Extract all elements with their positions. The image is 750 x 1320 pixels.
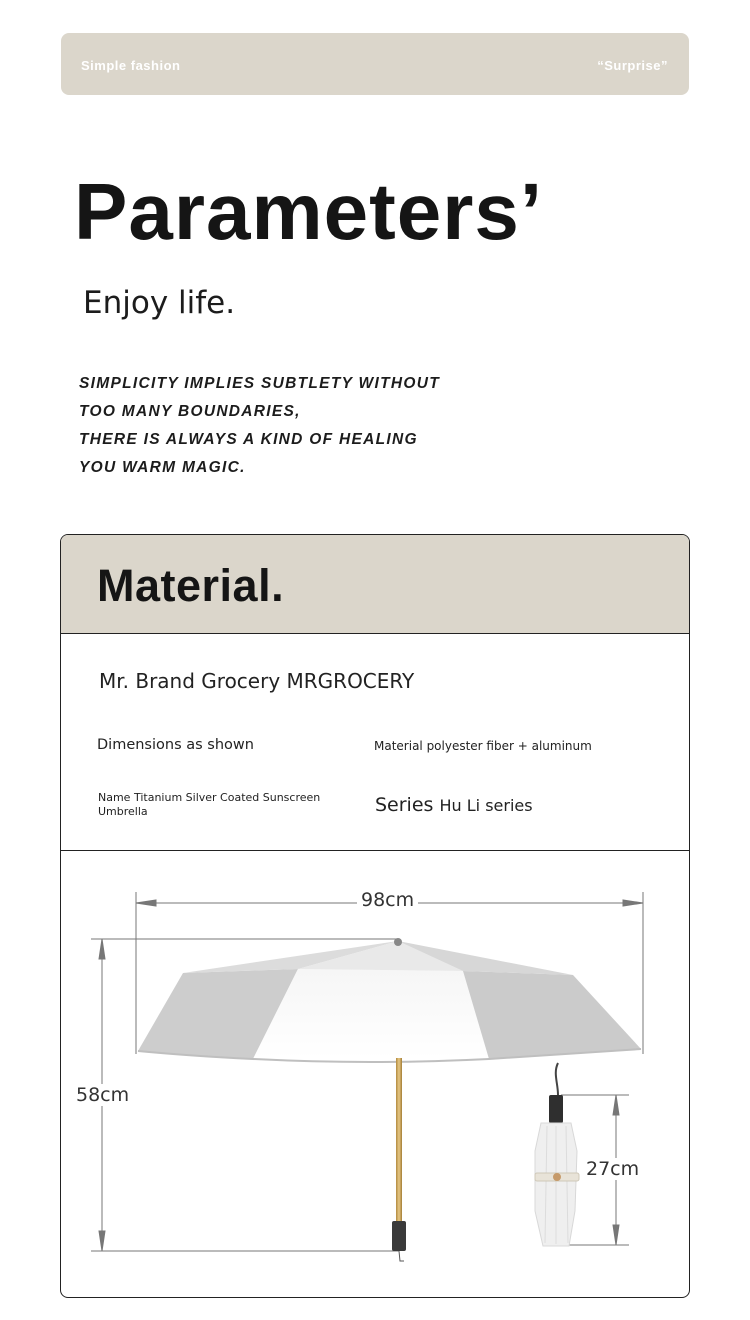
- banner-left-text: Simple fashion: [81, 58, 181, 73]
- quote-line: THERE IS ALWAYS A KIND OF HEALING: [79, 431, 418, 448]
- umbrella-canopy: [138, 938, 641, 1062]
- page-subtitle: Enjoy life.: [83, 285, 236, 321]
- dimensions-spec: Dimensions as shown: [97, 737, 254, 753]
- umbrella-diagram: [61, 851, 689, 1298]
- series-label: Series: [375, 794, 434, 816]
- height-label: 58cm: [72, 1084, 133, 1106]
- top-banner: [61, 33, 689, 95]
- quote-line: SIMPLICITY IMPLIES SUBTLETY WITHOUT: [79, 375, 440, 392]
- width-label: 98cm: [357, 889, 418, 911]
- material-heading: Material.: [97, 560, 285, 611]
- folded-umbrella: [535, 1063, 579, 1246]
- material-card: [60, 534, 690, 1298]
- material-header: [61, 535, 689, 634]
- umbrella-shaft: [392, 1058, 406, 1261]
- banner-right-text: “Surprise”: [597, 58, 668, 73]
- name-spec: Name Titanium Silver Coated Sunscreen Umbrella: [98, 791, 321, 818]
- page-title: Parameters’: [74, 167, 544, 256]
- folded-height-label: 27cm: [582, 1158, 643, 1180]
- series-spec: [375, 794, 533, 816]
- spec-section: [61, 634, 689, 851]
- quote-line: YOU WARM MAGIC.: [79, 459, 246, 476]
- series-value: Hu Li series: [439, 796, 533, 815]
- material-spec: Material polyester fiber + aluminum: [374, 739, 592, 753]
- quote-block: [79, 370, 499, 482]
- brand-line: Mr. Brand Grocery MRGROCERY: [99, 669, 415, 693]
- umbrella-illustration: [61, 851, 690, 1298]
- quote-line: TOO MANY BOUNDARIES,: [79, 403, 301, 420]
